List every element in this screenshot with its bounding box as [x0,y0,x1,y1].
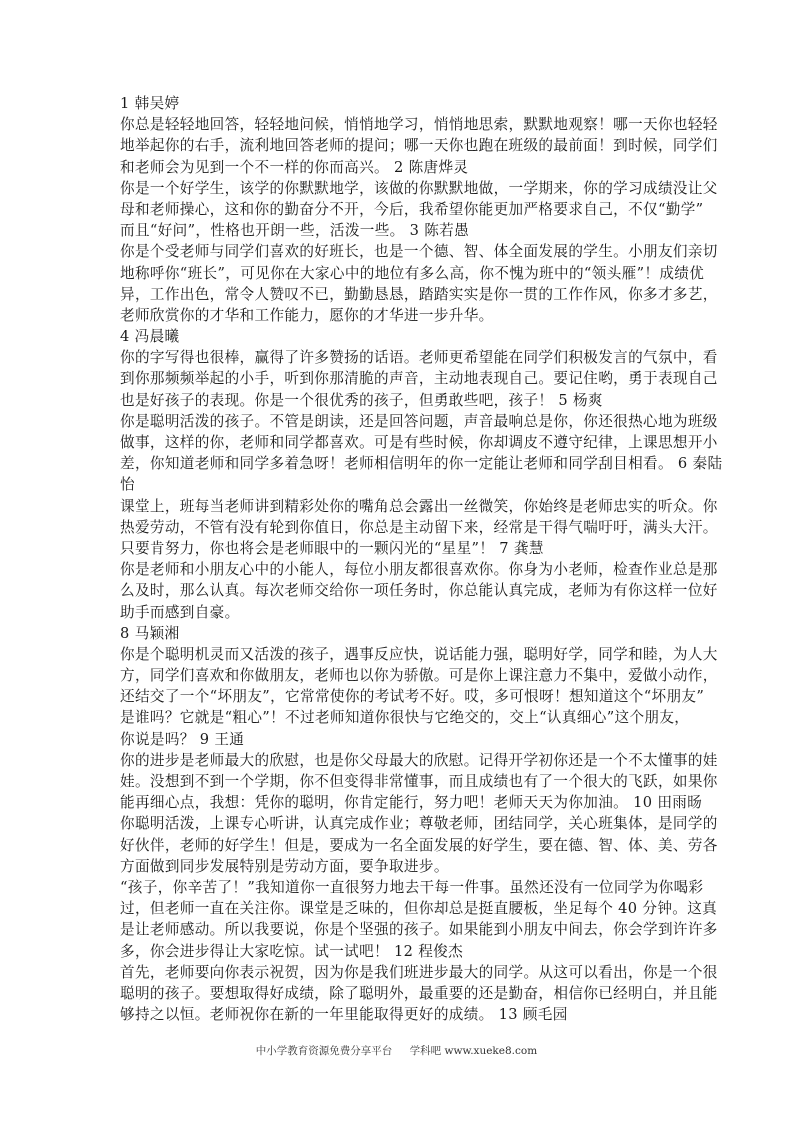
text-line: 地举起你的右手，流利地回答老师的提问；哪一天你也跑在班级的最前面！到时候，同学们 [120,137,718,155]
text-line: 你聪明活泼，上课专心听讲，认真完成作业；尊敬老师，团结同学，关心班集体，是同学的 [120,815,718,833]
text-line: 么及时，那么认真。每次老师交给你一项任务时，你总能认真完成，老师为有你这样一位好 [120,582,718,600]
footer-site-link[interactable]: 学科吧 www.xueke8.com [409,1045,538,1057]
text-line: 你是老师和小朋友心中的小能人，每位小朋友都很喜欢你。你身为小老师，检查作业总是那 [120,561,718,579]
text-line: 到你那频频举起的小手，听到你那清脆的声音，主动地表现自己。要记住哟，勇于表现自己 [120,370,718,388]
text-line: 异，工作出色，常令人赞叹不已，勤勤恳恳，踏踏实实是你一贯的工作作风，你多才多艺， [120,285,718,303]
text-line: 还结交了一个“坏朋友”，它常常使你的考试考不好。哎，多可恨呀！想知道这个“坏朋友” [120,688,705,706]
text-line: 方面做到同步发展特别是劳动方面，要争取进步。 [120,857,449,875]
heading-student-8: 8 马颖湘 [120,624,180,642]
text-line: 能再细心点，我想：凭你的聪明，你肯定能行，努力吧！老师天天为你加油。 10 田雨旸 [120,794,703,812]
text-line: 聪明的孩子。要想取得好成绩，除了聪明外，最重要的还是勤奋，相信你已经明白，并且能 [120,984,718,1002]
text-line: 和老师会为见到一个不一样的你而高兴。 2 陈唐烨灵 [120,158,469,176]
text-line: 母和老师操心，这和你的勤奋分不开，今后，我希望你能更加严格要求自己，不仅“勤学” [120,200,704,218]
text-line: 也是好孩子的表现。你是一个很优秀的孩子，但勇敢些吧，孩子！ 5 杨爽 [120,391,603,409]
text-line: 热爱劳动，不管有没有轮到你值日，你总是主动留下来，经常是干得气喘吁吁，满头大汗。 [120,518,718,536]
text-line: 你是聪明活泼的孩子。不管是朗读，还是回答问题，声音最响总是你，你还很热心地为班级 [120,412,718,430]
text-line: 你的字写得也很棒，赢得了许多赞扬的话语。老师更希望能在同学们积极发言的气氛中，看 [120,349,718,367]
text-line: 是让老师感动。所以我要说，你是个坚强的孩子。如果能到小朋友中间去，你会学到许许多 [120,921,718,939]
text-line: 怡 [120,476,135,494]
text-line: 做事，这样的你，老师和同学都喜欢。可是有些时候，你却调皮不遵守纪律，上课思想开小 [120,434,718,451]
text-line: 娃。没想到不到一个学期，你不但变得非常懂事，而且成绩也有了一个很大的飞跃，如果你 [120,773,718,790]
text-line: 课堂上，班每当老师讲到精彩处你的嘴角总会露出一丝微笑，你始终是老师忠实的听众。你 [120,497,718,515]
text-line: 是谁吗？它就是“粗心”！不过老师知道你很快与它绝交的，交上“认真细心”这个朋友， [120,709,690,727]
text-line: “孩子，你辛苦了！”我知道你一直很努力地去干每一件事。虽然还没有一位同学为你喝彩 [120,878,704,896]
text-line: 够持之以恒。老师祝你在新的一年里能取得更好的成绩。 13 顾毛园 [120,1006,568,1024]
text-line: 而且“好问”，性格也开朗一些，活泼一些。 3 陈若愚 [120,222,470,240]
heading-student-1: 1 韩吴婷 [120,95,180,112]
text-line: 只要肯努力，你也将会是老师眼中的一颗闪光的“星星”！ 7 龚慧 [120,539,544,557]
footer-platform-text: 中小学教育资源免费分享平台 [255,1045,393,1057]
text-line: 多，你会进步得让大家吃惊。试一试吧！ 12 程俊杰 [120,942,464,960]
text-line: 过，但老师一直在关注你。课堂是乏味的，但你却总是挺直腰板，坐足每个 40 分钟。这真 [120,900,718,918]
text-line: 你是一个好学生，该学的你默默地学，该做的你默默地做，一学期来，你的学习成绩没让父 [120,179,718,197]
document-body [120,93,723,1025]
text-line: 好伙伴，老师的好学生！但是，要成为一名全面发展的好学生，要在德、智、体、美、劳各 [120,836,718,854]
text-line: 首先，老师要向你表示祝贺，因为你是我们班进步最大的同学。从这可以看出，你是一个很 [120,963,718,981]
text-line: 你是个受老师与同学们喜欢的好班长，也是一个德、智、体全面发展的学生。小朋友们亲切 [120,243,718,261]
text-line: 你是个聪明机灵而又活泼的孩子，遇事反应快，说话能力强，聪明好学，同学和睦，为人大 [120,645,718,663]
text-line: 你的进步是老师最大的欣慰，也是你父母最大的欣慰。记得开学初你还是一个不太懂事的娃 [120,751,718,769]
text-line: 地称呼你“班长”，可见你在大家心中的地位有多么高，你不愧为班中的“领头雁”！成绩优 [120,264,705,282]
heading-student-4: 4 冯晨曦 [120,328,180,346]
page-footer [0,1043,793,1058]
text-line: 助手而感到自豪。 [120,603,240,621]
text-line: 差，你知道老师和同学多着急呀！老师相信明年的你一定能让老师和同学刮目相看。 6 秦陆 [120,455,723,473]
text-line: 你说是吗？ 9 王通 [120,730,245,748]
text-line: 方，同学们喜欢和你做朋友，老师也以你为骄傲。可是你上课注意力不集中，爱做小动作， [120,667,718,685]
text-line: 你总是轻轻地回答，轻轻地问候，悄悄地学习，悄悄地思索，默默地观察！哪一天你也轻轻 [120,116,718,134]
text-line: 老师欣赏你的才华和工作能力，愿你的才华进一步升华。 [120,306,494,324]
